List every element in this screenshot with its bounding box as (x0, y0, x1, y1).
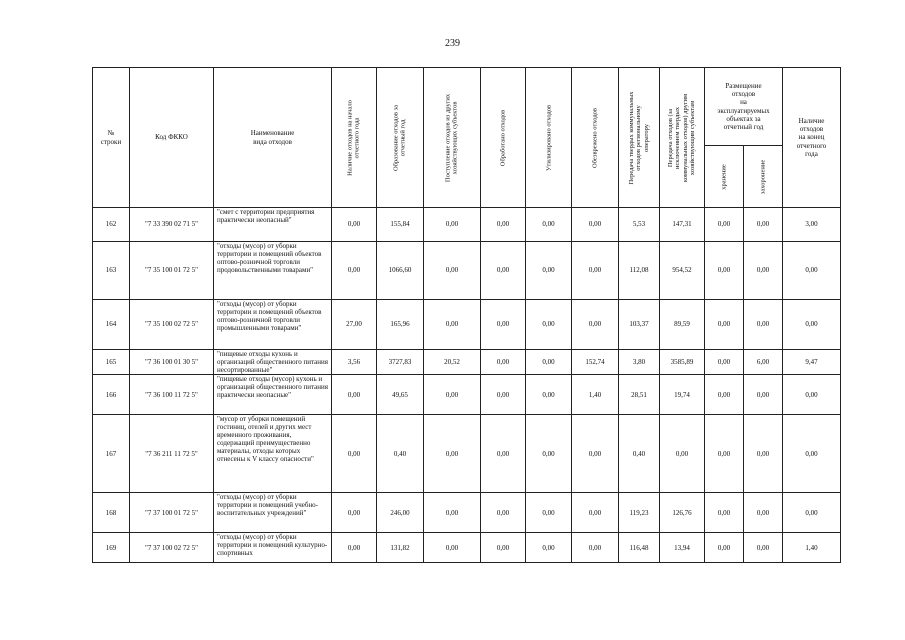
value-cell: 155,84 (377, 208, 424, 242)
value-cell: 0,00 (481, 300, 526, 350)
header-row-no: № строки (93, 68, 130, 208)
value-cell: 0,00 (744, 375, 783, 415)
fkko-code-cell: "7 37 100 01 72 5" (130, 493, 214, 533)
value-cell: 0,00 (424, 242, 481, 300)
header-name: Наименование вида отходов (214, 68, 332, 208)
value-cell: 0,00 (526, 300, 572, 350)
fkko-code-cell: "7 36 100 01 30 5" (130, 350, 214, 375)
header-end: Наличие отходов на конец отчетного года (783, 68, 841, 208)
value-cell: 0,00 (424, 375, 481, 415)
fkko-code-cell: "7 35 100 02 72 5" (130, 300, 214, 350)
value-cell: 0,00 (481, 242, 526, 300)
waste-name-cell: "отходы (мусор) от уборки территории и помещений объектов оптово-розничной торговли промышленными товарами" (214, 300, 332, 350)
table-row (93, 242, 841, 300)
value-cell: 0,00 (705, 493, 744, 533)
table-body (93, 208, 841, 563)
fkko-code-cell: "7 35 100 01 72 5" (130, 242, 214, 300)
value-cell: 954,52 (660, 242, 705, 300)
waste-name-cell: "отходы (мусор) от уборки территории и помещений объектов оптово-розничной торговли продовольственными товарами" (214, 242, 332, 300)
table-row (93, 300, 841, 350)
value-cell: 3585,89 (660, 350, 705, 375)
value-cell: 0,00 (481, 350, 526, 375)
value-cell: 0,00 (660, 415, 705, 493)
table-row (93, 533, 841, 563)
value-cell: 0,00 (332, 375, 377, 415)
row-number-cell: 165 (93, 350, 130, 375)
value-cell: 0,00 (705, 350, 744, 375)
value-cell: 0,00 (744, 300, 783, 350)
value-cell: 126,76 (660, 493, 705, 533)
value-cell: 0,00 (744, 493, 783, 533)
value-cell: 0,00 (744, 208, 783, 242)
header-transfer-other: Передача отходов (за исключением твердых коммунальных отходов) другим хозяйствующим субъектам (660, 68, 705, 208)
value-cell: 0,00 (332, 415, 377, 493)
table-row (93, 208, 841, 242)
value-cell: 0,40 (619, 415, 660, 493)
value-cell: 0,40 (377, 415, 424, 493)
value-cell: 152,74 (572, 350, 619, 375)
table-row (93, 350, 841, 375)
value-cell: 131,82 (377, 533, 424, 563)
value-cell: 112,08 (619, 242, 660, 300)
value-cell: 0,00 (783, 375, 841, 415)
value-cell: 0,00 (332, 533, 377, 563)
value-cell: 49,65 (377, 375, 424, 415)
value-cell: 116,48 (619, 533, 660, 563)
value-cell: 0,00 (783, 493, 841, 533)
value-cell: 0,00 (783, 415, 841, 493)
value-cell: 0,00 (705, 300, 744, 350)
value-cell: 0,00 (705, 242, 744, 300)
value-cell: 3,56 (332, 350, 377, 375)
value-cell: 0,00 (783, 300, 841, 350)
value-cell: 0,00 (424, 300, 481, 350)
value-cell: 0,00 (705, 533, 744, 563)
value-cell: 27,00 (332, 300, 377, 350)
page-number: 239 (445, 38, 460, 49)
header-start: Наличие отходов на начало отчетного года (332, 68, 377, 208)
value-cell: 0,00 (705, 208, 744, 242)
row-number-cell: 167 (93, 415, 130, 493)
header-received: Поступление отходов из других хозяйствующих субъектов (424, 68, 481, 208)
value-cell: 1066,60 (377, 242, 424, 300)
value-cell: 13,94 (660, 533, 705, 563)
value-cell: 0,00 (481, 208, 526, 242)
value-cell: 0,00 (332, 242, 377, 300)
value-cell: 0,00 (481, 375, 526, 415)
fkko-code-cell: "7 37 100 02 72 5" (130, 533, 214, 563)
value-cell: 0,00 (424, 533, 481, 563)
value-cell: 0,00 (526, 493, 572, 533)
value-cell: 147,31 (660, 208, 705, 242)
header-code: Код ФККО (130, 68, 214, 208)
header-neutralized: Обезврежено отходов (572, 68, 619, 208)
value-cell: 0,00 (744, 415, 783, 493)
value-cell: 1,40 (572, 375, 619, 415)
header-formed: Образование отходов за отчетный год (377, 68, 424, 208)
waste-table (92, 67, 841, 563)
value-cell: 0,00 (572, 242, 619, 300)
value-cell: 246,00 (377, 493, 424, 533)
value-cell: 0,00 (705, 375, 744, 415)
fkko-code-cell: "7 36 100 11 72 5" (130, 375, 214, 415)
header-processed: Обработано отходов (481, 68, 526, 208)
waste-name-cell: "пищевые отходы кухонь и организаций общественного питания несортированные" (214, 350, 332, 375)
header-storage: хранение (705, 146, 744, 208)
value-cell: 28,51 (619, 375, 660, 415)
row-number-cell: 164 (93, 300, 130, 350)
value-cell: 3727,83 (377, 350, 424, 375)
header-placement: Размещение отходов на эксплуатируемых объектах за отчетный год (705, 68, 783, 146)
fkko-code-cell: "7 36 211 11 72 5" (130, 415, 214, 493)
table-row (93, 375, 841, 415)
value-cell: 0,00 (572, 300, 619, 350)
value-cell: 0,00 (526, 375, 572, 415)
waste-name-cell: "пищевые отходы (мусор) кухонь и организаций общественного питания практически неопасные" (214, 375, 332, 415)
value-cell: 0,00 (783, 242, 841, 300)
value-cell: 0,00 (424, 415, 481, 493)
value-cell: 165,96 (377, 300, 424, 350)
waste-name-cell: "смет с территории предприятия практически неопасный" (214, 208, 332, 242)
waste-name-cell: "отходы (мусор) от уборки территории и помещений культурно-спортивных (214, 533, 332, 563)
value-cell: 0,00 (572, 533, 619, 563)
value-cell: 0,00 (572, 493, 619, 533)
value-cell: 3,80 (619, 350, 660, 375)
value-cell: 0,00 (332, 208, 377, 242)
waste-name-cell: "отходы (мусор) от уборки территории и помещений учебно-воспитательных учреждений" (214, 493, 332, 533)
value-cell: 0,00 (572, 208, 619, 242)
header-utilized: Утилизировано отходов (526, 68, 572, 208)
header-transfer-regional: Передача твердых коммунальных отходов региональному оператору (619, 68, 660, 208)
value-cell: 0,00 (481, 493, 526, 533)
value-cell: 6,00 (744, 350, 783, 375)
row-number-cell: 169 (93, 533, 130, 563)
row-number-cell: 162 (93, 208, 130, 242)
value-cell: 1,40 (783, 533, 841, 563)
value-cell: 0,00 (526, 242, 572, 300)
value-cell: 0,00 (424, 493, 481, 533)
value-cell: 0,00 (526, 533, 572, 563)
value-cell: 0,00 (424, 208, 481, 242)
value-cell: 0,00 (526, 350, 572, 375)
header-burial: захоронение (744, 146, 783, 208)
row-number-cell: 163 (93, 242, 130, 300)
value-cell: 0,00 (481, 415, 526, 493)
row-number-cell: 168 (93, 493, 130, 533)
value-cell: 3,00 (783, 208, 841, 242)
value-cell: 9,47 (783, 350, 841, 375)
value-cell: 0,00 (744, 533, 783, 563)
table-row (93, 415, 841, 493)
fkko-code-cell: "7 33 390 02 71 5" (130, 208, 214, 242)
value-cell: 89,59 (660, 300, 705, 350)
value-cell: 19,74 (660, 375, 705, 415)
value-cell: 103,37 (619, 300, 660, 350)
value-cell: 0,00 (526, 415, 572, 493)
value-cell: 5,53 (619, 208, 660, 242)
row-number-cell: 166 (93, 375, 130, 415)
value-cell: 0,00 (332, 493, 377, 533)
waste-name-cell: "мусор от уборки помещений гостиниц, отелей и других мест временного проживания, содержащий преимущественно материалы, отходы которых отнесены к V классу опасности" (214, 415, 332, 493)
value-cell: 0,00 (481, 533, 526, 563)
value-cell: 0,00 (744, 242, 783, 300)
value-cell: 0,00 (705, 415, 744, 493)
value-cell: 0,00 (572, 415, 619, 493)
value-cell: 119,23 (619, 493, 660, 533)
table-row (93, 493, 841, 533)
value-cell: 0,00 (526, 208, 572, 242)
value-cell: 20,52 (424, 350, 481, 375)
